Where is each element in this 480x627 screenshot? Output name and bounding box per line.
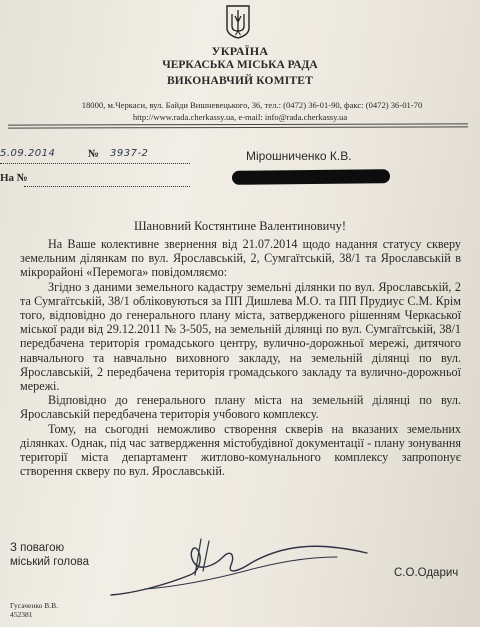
salutation: Шановний Костянтине Валентиновичу! (133, 219, 347, 233)
paragraph-2: Згідно з даними земельного кадастру земельні ділянки по вул. Ярославській, 2 та Сумгаїтській, 38/1 обліковуються за ПП Дишлева М.О. та ПП Прудиус С.М. Крім того, відповідно до генерального плану міста, затвердженого рішенням Черкаської міської ради від 29.12.2011 № 3-505, на земельній ділянці по вул. Сумгаїтській, 38/1 передбачена територія громадського центру, вулично-дорожньої мережі, дитячого навчального та навчально виховного закладу, на земельній ділянці по вул. Ярославській, 2 передбачена територія громадського закладу та вулично-дорожньої мережі. (20, 279, 461, 394)
registration-date: 5.09.2014 (0, 148, 56, 159)
redaction-bar (232, 169, 390, 185)
address-line: 18000, м.Черкаси, вул. Байди Вишневецького, 36, тел.: (0472) 36-01-90, факс: (0472) 36-01-70 (81, 100, 423, 110)
reply-to-underline (24, 186, 190, 187)
signer-name: С.О.Одарич (394, 567, 459, 579)
closing-position: міський голова (10, 556, 89, 568)
reply-to-label: На № (0, 172, 28, 184)
registration-underline (0, 163, 190, 164)
executor-name: Гусаченко В.В. (10, 601, 59, 610)
coat-of-arms-icon (225, 4, 251, 40)
handwritten-signature (105, 535, 375, 605)
closing-regards: З повагою (10, 542, 65, 554)
header-divider-thin (8, 126, 468, 128)
executor-phone: 452381 (10, 610, 33, 619)
committee-name: ВИКОНАВЧИЙ КОМІТЕТ (166, 75, 314, 87)
number-label: № (88, 148, 100, 160)
paragraph-1: На Ваше колективне звернення від 21.07.2014 щодо надання статусу скверу земельним ділянкам по вул. Ярославській, 2, Сумгаїтській, 38/1 та Ярославській в мікрорайоні «Перемога» повідомляємо: (20, 237, 461, 280)
registration-number: 3937-2 (110, 148, 149, 159)
country-name: УКРАЇНА (211, 44, 269, 58)
paragraph-4: Тому, на сьогодні неможливо створення скверів на вказаних земельних ділянках. Однак, під час затвердження містобудівної документації - плану зонування території міста департамент житлово-комунального комплексу запропонує створення скверу по вул. Ярославській. (20, 421, 461, 479)
closing-block (10, 541, 89, 569)
council-name: ЧЕРКАСЬКА МІСЬКА РАДА (162, 59, 318, 71)
header-divider (8, 123, 468, 125)
web-line: http://www.rada.cherkassy.ua, e-mail: info@rada.cherkassy.ua (132, 112, 348, 122)
recipient-name: Мірошниченко К.В. (246, 149, 352, 163)
letter-body (20, 237, 461, 478)
paragraph-3: Відповідно до генерального плану міста на земельній ділянці по вул. Ярославській передбачена територія учбового комплексу. (20, 393, 461, 422)
executor-block (10, 601, 58, 619)
